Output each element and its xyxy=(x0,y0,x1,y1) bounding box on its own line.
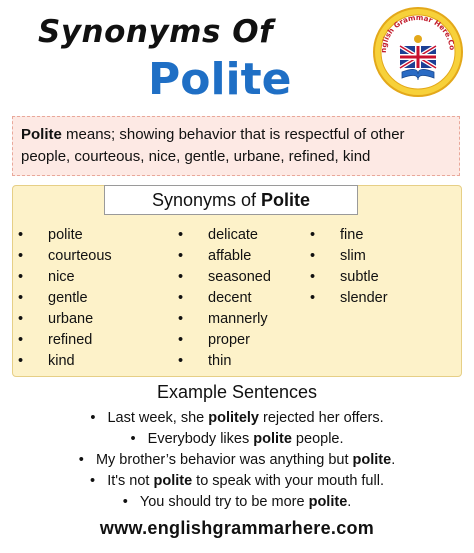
example-sentence xyxy=(0,408,474,429)
bullet-icon: • xyxy=(178,311,184,327)
synonym-word: seasoned xyxy=(208,269,271,285)
page-title-word: Polite xyxy=(148,54,292,105)
bullet-icon: • xyxy=(178,353,184,369)
examples-list xyxy=(0,408,474,513)
synonym-word: kind xyxy=(48,353,75,369)
sentence-text: Last week, she xyxy=(107,410,209,426)
sentence-text: . xyxy=(391,452,396,468)
synonyms-panel-title xyxy=(104,185,358,215)
definition-text: means; showing behavior that is respectful of other people, courteous, nice, gentle, urbane, refined, kind xyxy=(21,126,405,165)
synonym-word: refined xyxy=(48,332,93,348)
bullet-icon: • xyxy=(18,248,24,264)
bullet-icon: • xyxy=(78,452,84,468)
example-sentence xyxy=(0,471,474,492)
sentence-keyword: polite xyxy=(352,452,392,468)
bullet-icon: • xyxy=(18,269,24,285)
sentence-keyword: polite xyxy=(253,431,292,447)
sentence-keyword: polite xyxy=(153,473,193,489)
synonym-word: courteous xyxy=(48,248,112,264)
bullet-icon: • xyxy=(18,290,24,306)
sentence-text: . xyxy=(347,494,352,510)
synonym-word: gentle xyxy=(48,290,88,306)
example-sentence xyxy=(0,450,474,471)
site-logo xyxy=(372,6,464,98)
sentence-text: My brother’s behavior was anything but xyxy=(95,452,353,468)
definition-box xyxy=(12,116,460,176)
sentence-text: rejected her offers. xyxy=(259,410,384,426)
bullet-icon: • xyxy=(178,332,184,348)
sentence-text: people. xyxy=(291,431,344,447)
synonym-word: fine xyxy=(340,227,364,243)
synonym-word: proper xyxy=(208,332,250,348)
synonym-word: affable xyxy=(208,248,252,264)
bullet-icon: • xyxy=(90,410,96,426)
sentence-keyword: polite xyxy=(308,494,348,510)
logo-text: nglish Grammar Here.Co xyxy=(378,12,457,54)
synonym-word: decent xyxy=(208,290,252,306)
sentence-text: Everybody likes xyxy=(147,431,254,447)
synonym-word: urbane xyxy=(48,311,94,327)
bullet-icon: • xyxy=(178,248,184,264)
bullet-icon: • xyxy=(178,290,184,306)
bullet-icon: • xyxy=(18,332,24,348)
synonym-word: mannerly xyxy=(208,311,268,327)
sentence-text: You should try to be more xyxy=(139,494,309,510)
synonym-word: subtle xyxy=(340,269,379,285)
sentence-text: It's not xyxy=(107,473,154,489)
sentence-keyword: politely xyxy=(208,410,259,426)
site-url: www.englishgrammarhere.com xyxy=(99,518,375,538)
synonym-word: nice xyxy=(48,269,75,285)
synonym-word: slim xyxy=(340,248,366,264)
synonyms-title-prefix: Synonyms of xyxy=(151,190,262,210)
bullet-icon: • xyxy=(90,473,96,489)
bullet-icon: • xyxy=(310,290,316,306)
examples-heading: Example Sentences xyxy=(156,382,318,402)
bullet-icon: • xyxy=(310,269,316,285)
bullet-icon: • xyxy=(122,494,128,510)
sentence-text: to speak with your mouth full. xyxy=(192,473,384,489)
synonyms-title-word: Polite xyxy=(261,190,311,210)
bullet-icon: • xyxy=(178,269,184,285)
flag-book-logo-icon xyxy=(372,6,464,98)
synonym-word: thin xyxy=(208,353,232,369)
synonym-word: delicate xyxy=(208,227,258,243)
definition-word: Polite xyxy=(21,126,62,143)
bullet-icon: • xyxy=(18,227,24,243)
bullet-icon: • xyxy=(310,248,316,264)
synonym-word: polite xyxy=(48,227,83,243)
example-sentence xyxy=(0,492,474,513)
synonym-word: slender xyxy=(340,290,388,306)
bullet-icon: • xyxy=(18,353,24,369)
bullet-icon: • xyxy=(130,431,136,447)
bullet-icon: • xyxy=(18,311,24,327)
bullet-icon: • xyxy=(310,227,316,243)
bullet-icon: • xyxy=(178,227,184,243)
example-sentence xyxy=(0,429,474,450)
page-title-line1: Synonyms Of xyxy=(38,14,274,50)
